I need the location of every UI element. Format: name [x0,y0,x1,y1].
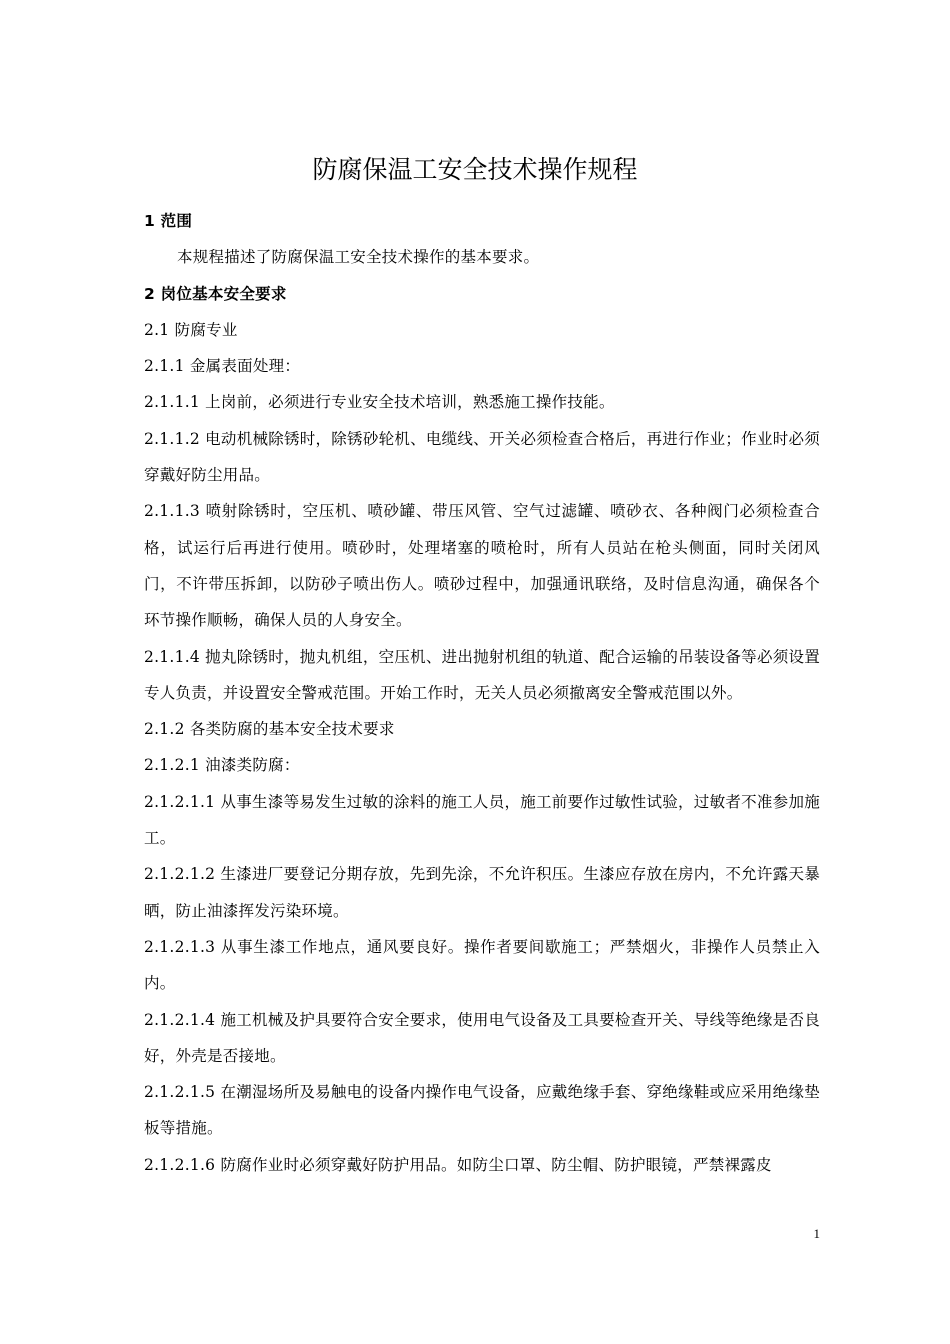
paragraph: 本规程描述了防腐保温工安全技术操作的基本要求。 [177,248,540,267]
document-body [144,203,820,1183]
paragraph: 2.1.1.3 喷射除锈时，空压机、喷砂罐、带压风管、空气过滤罐、喷砂衣、各种阀门必须检查合格，试运行后再进行使用。喷砂时，处理堵塞的喷枪时，所有人员站在枪头侧面，同时关闭风门，不许带压拆卸，以防砂子喷出伤人。喷砂过程中，加强通讯联络，及时信息沟通，确保各个环节操作顺畅，确保人员的人身安全。 [144,502,820,630]
document-title: 防腐保温工安全技术操作规程 [312,155,638,184]
paragraph: 2.1.1 金属表面处理： [144,357,301,376]
paragraph: 2.1.2.1.2 生漆进厂要登记分期存放，先到先涂，不允许积压。生漆应存放在房内，不允许露天暴晒，防止油漆挥发污染环境。 [144,865,820,920]
paragraph: 2.1.2.1.5 在潮湿场所及易触电的设备内操作电气设备，应戴绝缘手套、穿绝缘鞋或应采用绝缘垫板等措施。 [144,1083,820,1138]
page-number: 1 [813,1226,820,1241]
paragraph: 2.1.2.1.4 施工机械及护具要符合安全要求，使用电气设备及工具要检查开关、导线等绝缘是否良好，外壳是否接地。 [144,1010,820,1065]
paragraph: 2.1.1.1 上岗前，必须进行专业安全技术培训，熟悉施工操作技能。 [144,393,615,412]
section-heading: 1 范围 [144,212,193,230]
section-heading: 2 岗位基本安全要求 [144,284,287,303]
paragraph: 2.1.2.1.6 防腐作业时必须穿戴好防护用品。如防尘口罩、防尘帽、防护眼镜，严禁裸露皮 [144,1155,772,1174]
paragraph: 2.1.2.1.3 从事生漆工作地点，通风要良好。操作者要间歇施工；严禁烟火，非操作人员禁止入内。 [144,937,820,993]
paragraph: 2.1.1.4 抛丸除锈时，抛丸机组，空压机、进出抛射机组的轨道、配合运输的吊装设备等必须设置专人负责，并设置安全警戒范围。开始工作时，无关人员必须撤离安全警戒范围以外。 [144,647,820,702]
paragraph: 2.1 防腐专业 [144,320,238,339]
paragraph: 2.1.2.1 油漆类防腐： [144,756,300,775]
paragraph: 2.1.1.2 电动机械除锈时，除锈砂轮机、电缆线、开关必须检查合格后，再进行作业；作业时必须穿戴好防尘用品。 [144,429,820,485]
paragraph: 2.1.2 各类防腐的基本安全技术要求 [144,720,395,739]
paragraph: 2.1.2.1.1 从事生漆等易发生过敏的涂料的施工人员，施工前要作过敏性试验，过敏者不准参加施工。 [144,792,820,848]
